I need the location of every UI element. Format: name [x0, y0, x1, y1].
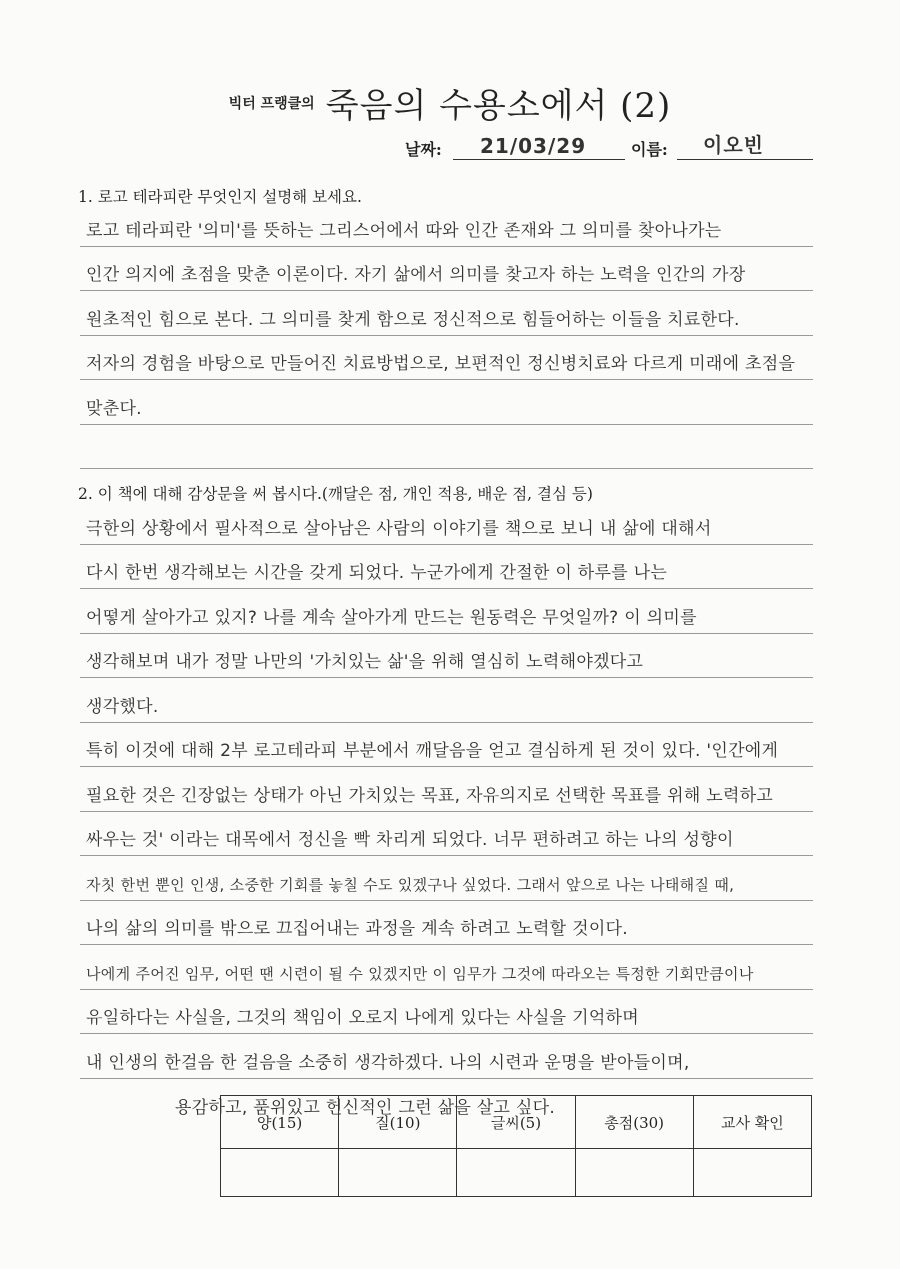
answer-line	[80, 380, 813, 425]
answer-line	[80, 723, 813, 768]
answer-text: 생각했다.	[86, 696, 159, 717]
answer-text: 다시 한번 생각해보는 시간을 갖게 되었다. 누군가에게 간절한 이 하루를 나는	[86, 563, 668, 583]
answer-text: 내 인생의 한걸음 한 걸음을 소중히 생각하겠다. 나의 시련과 운명을 받아들이며,	[86, 1052, 690, 1073]
answer-line	[80, 990, 813, 1035]
score-cell-handwriting	[457, 1149, 575, 1197]
answer-line	[80, 856, 813, 901]
answer-text: 맞춘다.	[86, 398, 142, 419]
score-header-teacher-check: 교사 확인	[693, 1096, 811, 1149]
answer-line	[80, 901, 813, 946]
name-label: 이름:	[631, 140, 668, 159]
title-subtitle: 빅터 프랭클의	[228, 95, 315, 112]
answer-text: 원초적인 힘으로 본다. 그 의미를 찾게 함으로 정신적으로 힘들어하는 이들을 치료한다.	[86, 309, 740, 330]
question-2: 2. 이 책에 대해 감상문을 써 봅시다.(깨달은 점, 개인 적용, 배운 점, 결심 등)	[78, 485, 593, 503]
name-value: 이오빈	[703, 133, 764, 157]
score-cell-quantity	[221, 1149, 339, 1197]
answer-line	[80, 945, 813, 990]
score-header-quality: 질(10)	[339, 1096, 457, 1149]
score-table	[220, 1095, 812, 1197]
answer-line	[80, 247, 813, 292]
answer-2-lines	[80, 500, 813, 1123]
answer-text: 로고 테라피란 '의미'를 뜻하는 그리스어에서 따와 인간 존재와 그 의미를 찾아나가는	[86, 220, 722, 241]
answer-text: 나에게 주어진 임무, 어떤 땐 시련이 될 수 있겠지만 이 임무가 그것에 따라오는 특정한 기회만큼이나	[86, 964, 754, 983]
date-label: 날짜:	[405, 140, 442, 159]
answer-text: 극한의 상황에서 필사적으로 살아남은 사람의 이야기를 책으로 보니 내 삶에 대해서	[86, 518, 712, 539]
answer-line	[80, 202, 813, 247]
answer-line	[80, 500, 813, 545]
answer-text: 유일하다는 사실을, 그것의 책임이 오로지 나에게 있다는 사실을 기억하며	[86, 1008, 639, 1028]
score-cell-teacher-check	[693, 1149, 811, 1197]
answer-text: 자칫 한번 뿐인 인생, 소중한 기회를 놓칠 수도 있겠구나 싶었다. 그래서 앞으로 나는 나태해질 때,	[86, 875, 735, 894]
score-table-header-row	[221, 1096, 812, 1149]
meta-row	[405, 130, 825, 164]
score-header-total: 총점(30)	[575, 1096, 693, 1149]
answer-line	[80, 589, 813, 634]
score-table-value-row	[221, 1149, 812, 1197]
score-cell-total	[575, 1149, 693, 1197]
answer-line	[80, 678, 813, 723]
score-cell-quality	[339, 1149, 457, 1197]
answer-1-lines	[80, 202, 813, 469]
answer-line	[80, 336, 813, 381]
answer-text: 용감하고, 품위있고 헌신적인 그런 삶을 살고 싶다.	[175, 1098, 556, 1118]
answer-line	[80, 425, 813, 470]
answer-text: 특히 이것에 대해 2부 로고테라피 부분에서 깨달음을 얻고 결심하게 된 것이 있다. '인간에게	[86, 741, 779, 761]
answer-text: 생각해보며 내가 정말 나만의 '가치있는 삶'을 위해 열심히 노력해야겠다고	[86, 652, 644, 672]
answer-text: 필요한 것은 긴장없는 상태가 아닌 가치있는 목표, 자유의지로 선택한 목표를 위해 노력하고	[86, 785, 774, 806]
answer-text: 저자의 경험을 바탕으로 만들어진 치료방법으로, 보편적인 정신병치료와 다르게 미래에 초점을	[86, 354, 796, 374]
answer-text: 나의 삶의 의미를 밖으로 끄집어내는 과정을 계속 하려고 노력할 것이다.	[86, 919, 628, 939]
answer-line	[80, 545, 813, 590]
page-title: 죽음의 수용소에서 (2)	[325, 86, 672, 126]
score-header-handwriting: 글씨(5)	[457, 1096, 575, 1149]
answer-text: 싸우는 것' 이라는 대목에서 정신을 빡 차리게 되었다. 너무 편하려고 하는 나의 성향이	[86, 830, 734, 850]
answer-line	[80, 1034, 813, 1079]
answer-text: 인간 의지에 초점을 맞춘 이론이다. 자기 삶에서 의미를 찾고자 하는 노력을 인간의 가장	[86, 265, 746, 285]
score-header-quantity: 양(15)	[221, 1096, 339, 1149]
answer-line	[80, 812, 813, 857]
answer-text: 어떻게 살아가고 있지? 나를 계속 살아가게 만드는 원동력은 무엇일까? 이 의미를	[86, 607, 697, 628]
answer-line	[80, 291, 813, 336]
answer-line	[80, 767, 813, 812]
date-value: 21/03/29	[480, 134, 587, 158]
title-row	[0, 78, 900, 127]
answer-line	[80, 634, 813, 679]
question-1: 1. 로고 테라피란 무엇인지 설명해 보세요.	[78, 188, 362, 206]
